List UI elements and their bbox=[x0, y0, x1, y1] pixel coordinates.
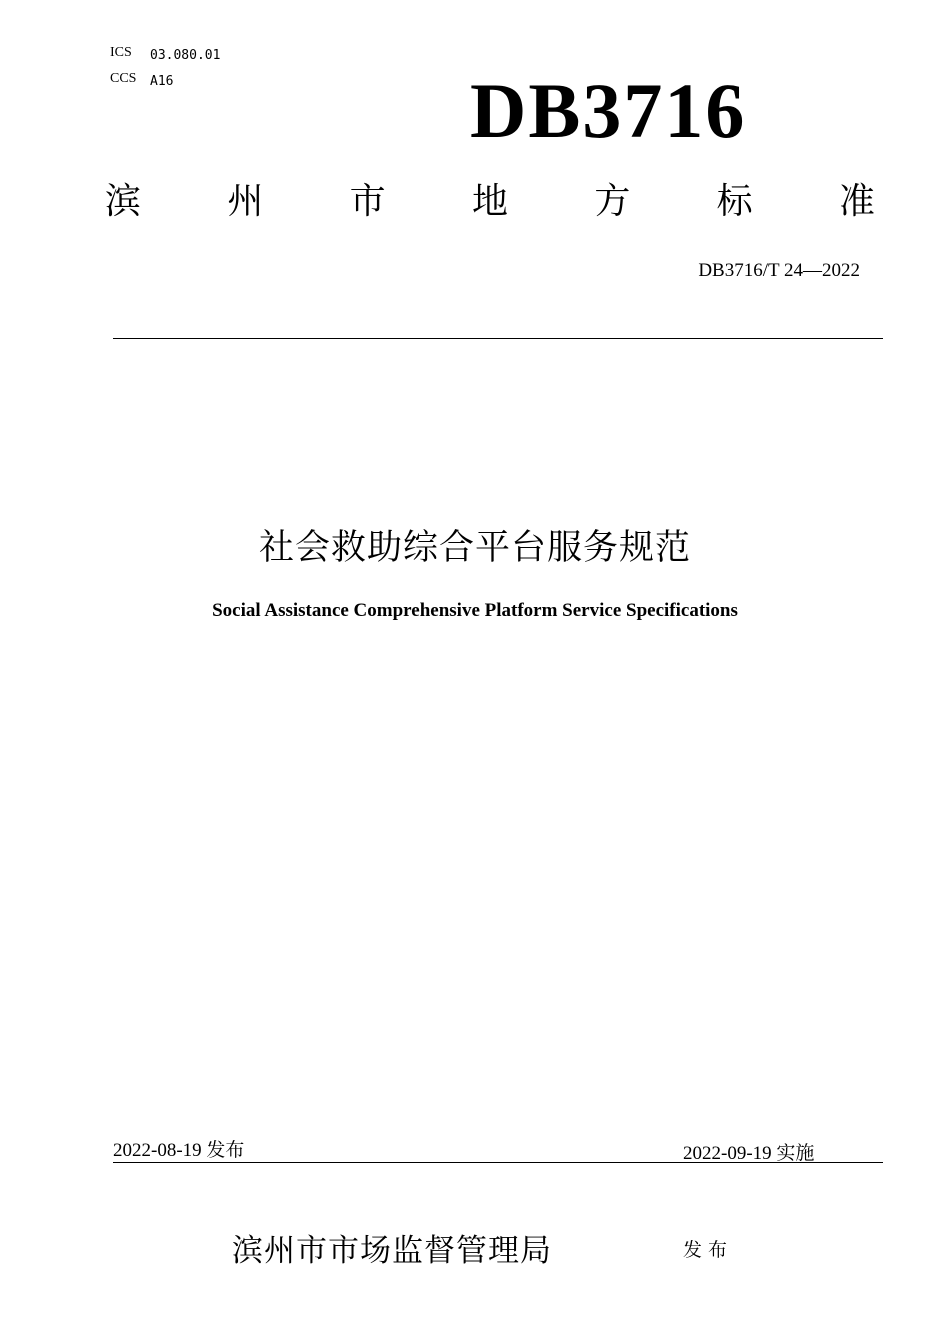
ccs-value: A16 bbox=[150, 74, 174, 89]
publish-date: 2022-08-19 发布 bbox=[113, 1140, 245, 1161]
title-chinese: 社会救助综合平台服务规范 bbox=[258, 528, 691, 568]
standard-type-char: 滨 bbox=[105, 181, 142, 222]
footer-divider bbox=[113, 1162, 883, 1163]
standard-type-char: 市 bbox=[349, 181, 386, 222]
standard-type-char: 准 bbox=[838, 181, 875, 222]
standard-number: DB3716/T 24—2022 bbox=[698, 260, 860, 281]
ics-value: 03.080.01 bbox=[150, 48, 221, 63]
header-divider bbox=[113, 338, 883, 339]
standard-type bbox=[105, 181, 875, 222]
standard-type-char: 地 bbox=[471, 181, 508, 222]
standard-type-char: 标 bbox=[716, 181, 753, 222]
ics-label: ICS bbox=[110, 45, 132, 60]
effective-date: 2022-09-19 实施 bbox=[683, 1143, 815, 1164]
ccs-label: CCS bbox=[110, 71, 137, 86]
standard-type-char: 州 bbox=[227, 181, 264, 222]
title-english: Social Assistance Comprehensive Platform Service Specifications bbox=[212, 600, 738, 621]
standard-type-char: 方 bbox=[594, 181, 631, 222]
issuer-name: 滨州市市场监督管理局 bbox=[232, 1233, 552, 1269]
document-code: DB3716 bbox=[470, 67, 747, 154]
issue-action: 发布 bbox=[683, 1239, 734, 1261]
